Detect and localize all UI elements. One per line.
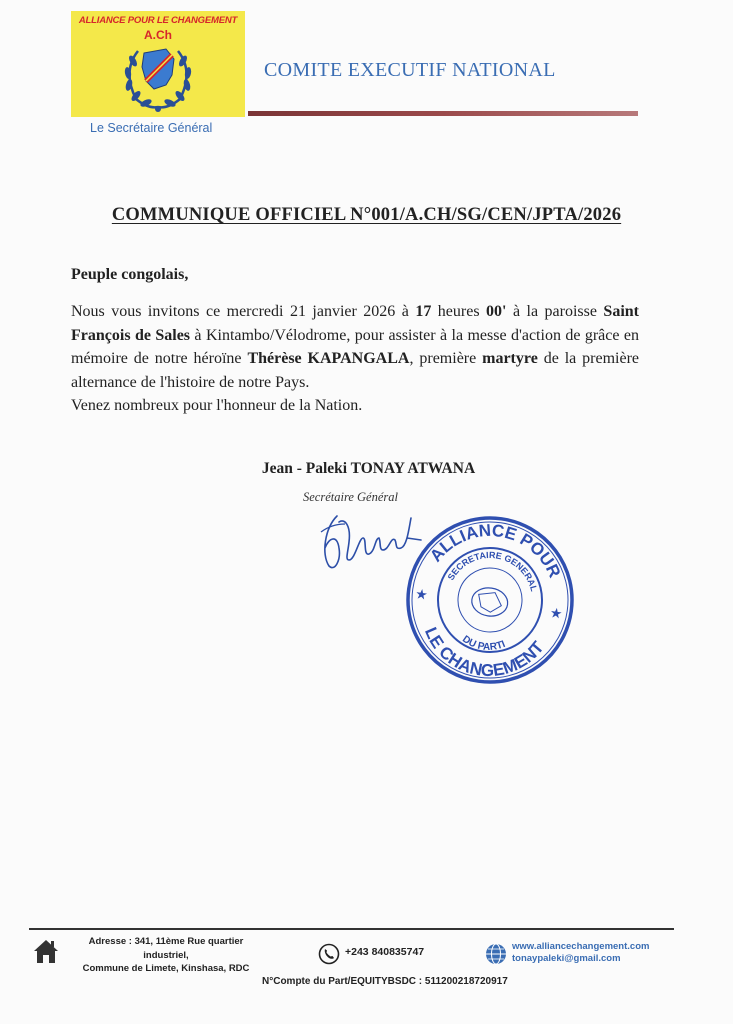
body-paragraph [71, 300, 639, 394]
martyr-word: martyre [482, 350, 538, 367]
address-line: Adresse : 341, 11ème Rue quartier [88, 936, 244, 947]
svg-text:★: ★ [415, 586, 428, 603]
stamp-outer-top-text: ALLIANCE POUR [426, 520, 565, 581]
footer-contact [512, 941, 649, 965]
globe-icon [484, 942, 508, 966]
body-text: à la paroisse [506, 303, 604, 320]
stamp-inner-top-text: SECRETAIRE GENERAL [445, 549, 540, 593]
home-icon [31, 936, 61, 966]
svg-text:★: ★ [549, 605, 563, 622]
address-line: industriel, [143, 949, 189, 961]
office-label: Le Secrétaire Général [90, 121, 213, 135]
committee-heading: COMITE EXECUTIF NATIONAL [264, 59, 556, 81]
email-link[interactable]: tonaypaleki@gmail.com [512, 953, 621, 964]
body-text: à Kintambo/Vélodrome, pour assister à la messe d'action de grâce en mémoire de notre héroïne [71, 326, 639, 367]
logo-title: ALLIANCE POUR LE CHANGEMENT [78, 15, 238, 26]
body-text: heures [431, 303, 487, 320]
laurel-emblem-icon [108, 41, 208, 117]
parish-name: Saint François de Sales [71, 303, 639, 344]
heroine-name: Thérèse KAPANGALA [247, 350, 410, 367]
phone-icon [318, 943, 340, 965]
signer-name: Jean - Paleki TONAY ATWANA [261, 460, 476, 477]
closing-line: Venez nombreux pour l'honneur de la Nation. [71, 397, 363, 414]
stamp-outer-bottom-text: LE CHANGEMENT [420, 624, 548, 681]
document-title: COMMUNIQUE OFFICIEL N°001/A.CH/SG/CEN/JPTA/2026 [111, 205, 622, 225]
header-divider [248, 111, 638, 116]
svg-text:LE CHANGEMENT [415, 622, 549, 688]
footer-phone: +243 840835747 [345, 946, 425, 958]
body-text: , première [409, 350, 483, 367]
body-text: de la première alternance de l'histoire de notre Pays. [71, 350, 640, 391]
footer-account-number: N°Compte du Part/EQUITYBSDC : 511200218720917 [262, 976, 508, 987]
svg-text:DU PARTI [459, 633, 508, 656]
party-logo [71, 11, 245, 117]
signer-role: Secrétaire Général [303, 490, 398, 504]
website-link[interactable]: www.alliancechangement.com [512, 941, 650, 952]
body-text: Nous vous invitons ce mercredi 21 janvier 2026 à [71, 303, 416, 320]
footer-divider [29, 928, 674, 930]
footer-address [66, 935, 266, 976]
salutation: Peuple congolais, [71, 266, 189, 283]
time-hours: 17 [415, 303, 432, 320]
stamp-inner-bottom-text: DU PARTI [460, 633, 507, 654]
time-minutes: 00' [486, 303, 507, 320]
address-line: Commune de Limete, Kinshasa, RDC [82, 963, 250, 974]
official-stamp [402, 512, 578, 688]
logo-abbreviation: A.Ch [144, 28, 172, 42]
